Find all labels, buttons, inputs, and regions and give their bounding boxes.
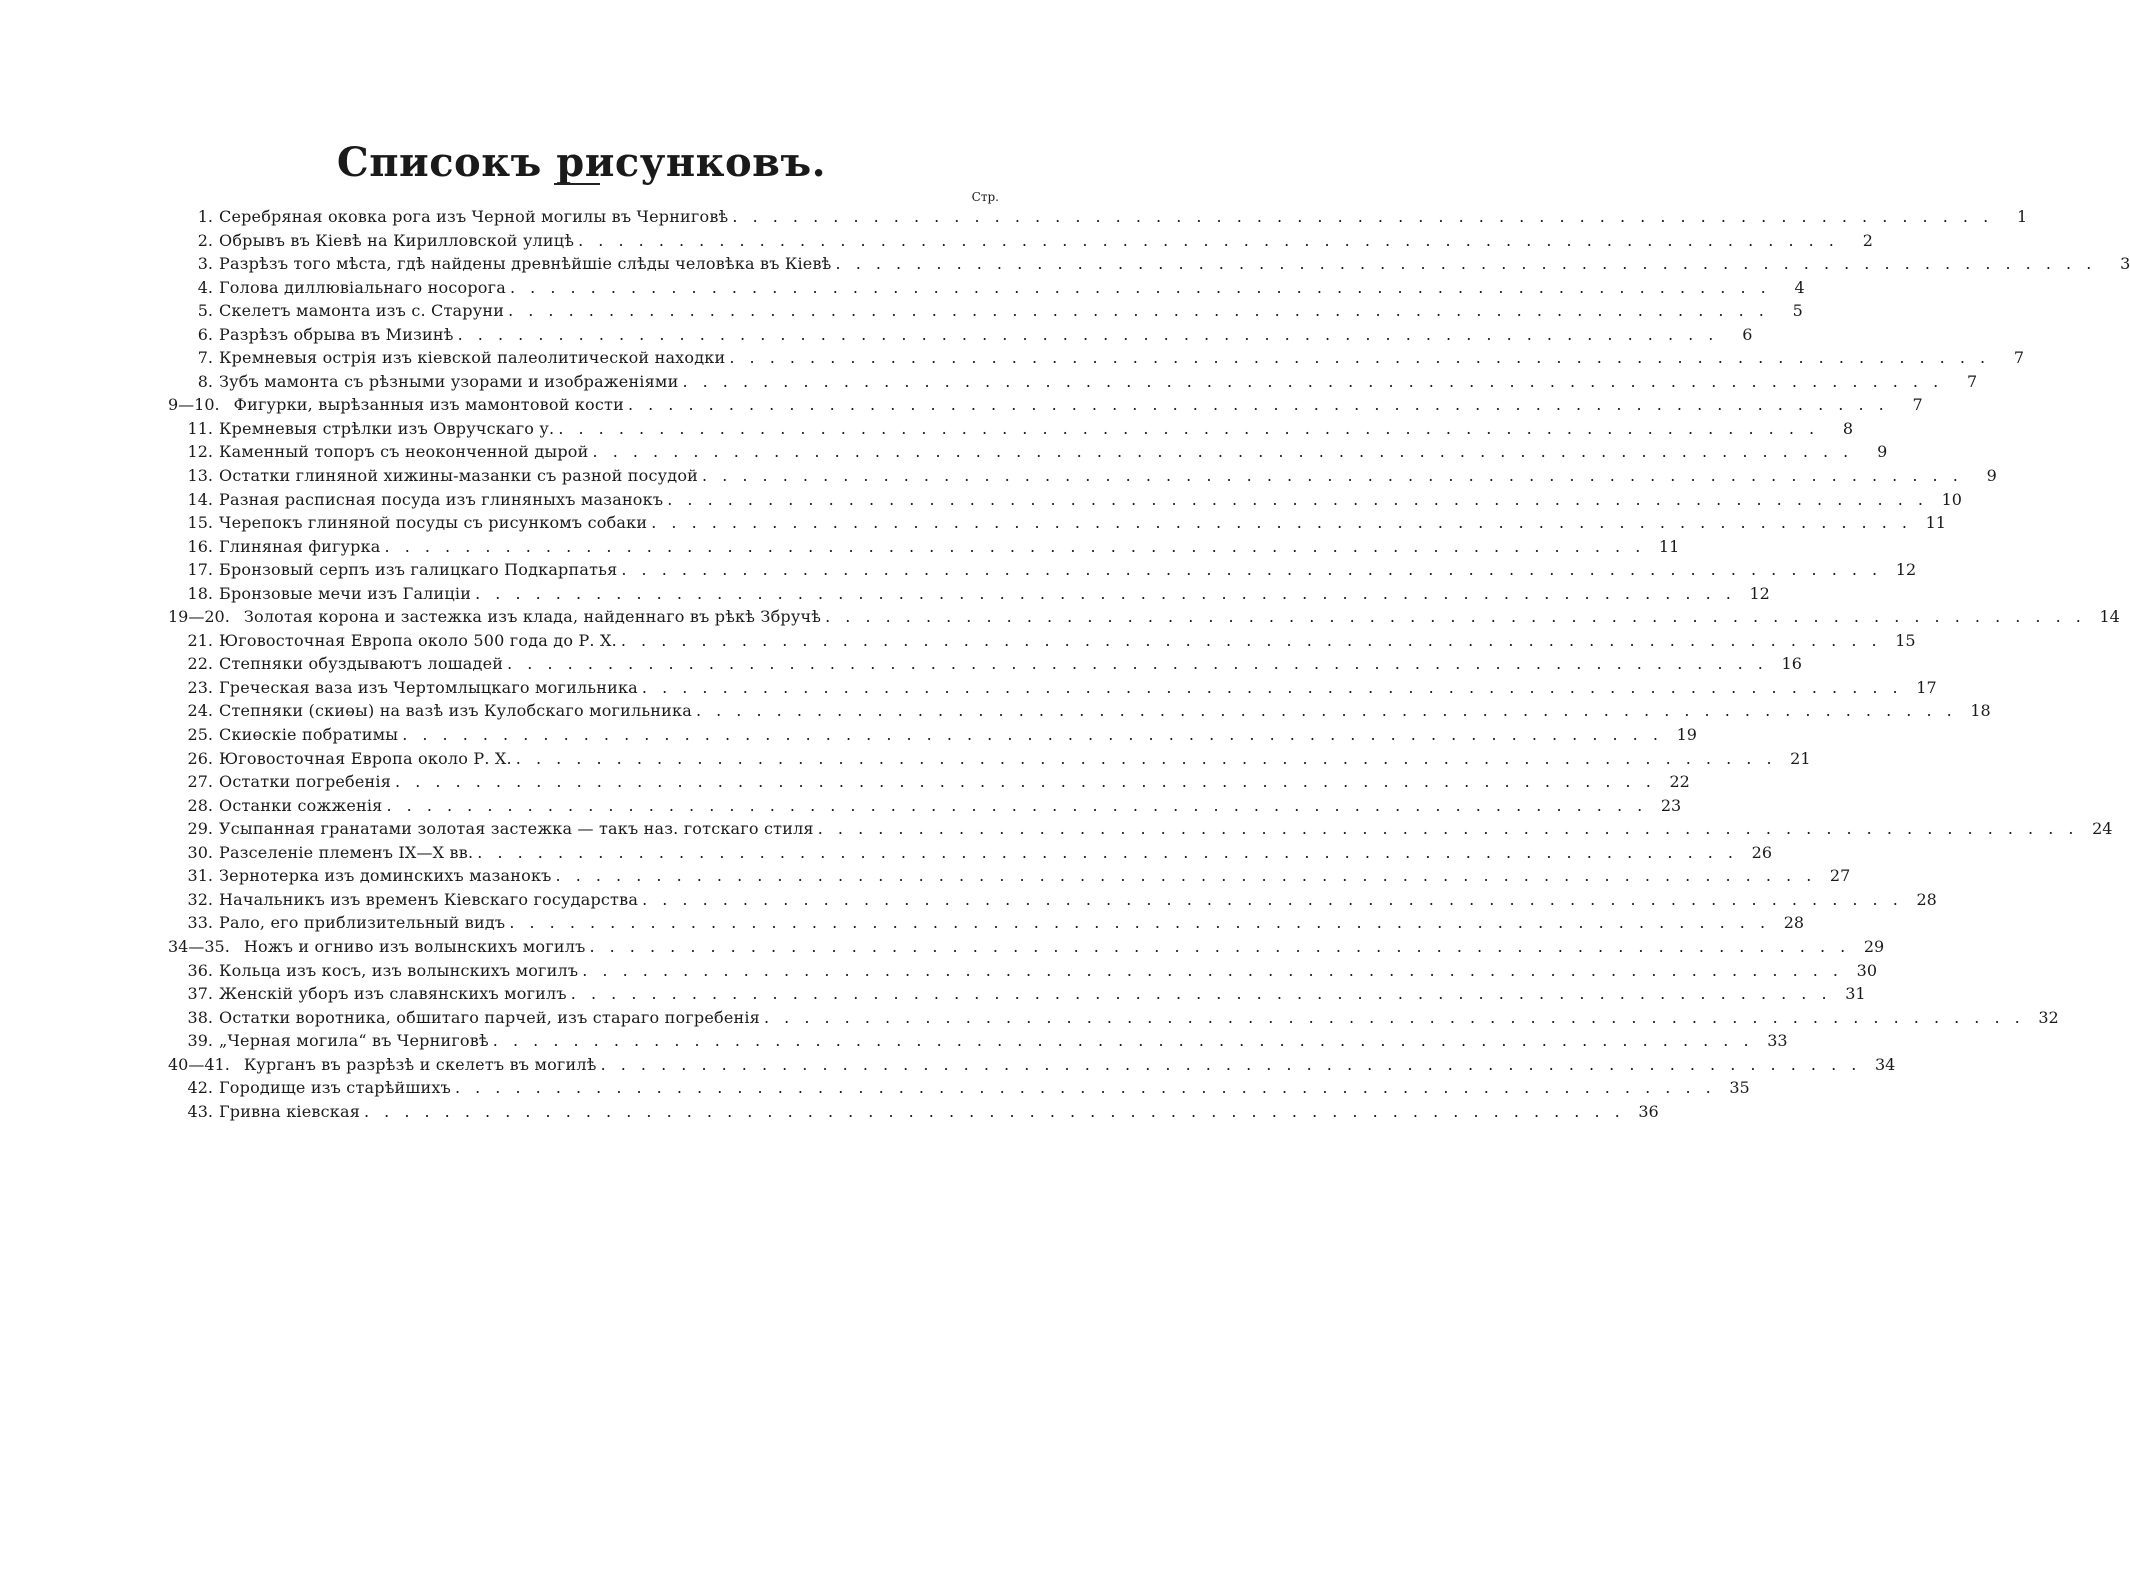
dot-leader [395, 770, 1656, 794]
figure-caption: Кремневыя острія изъ кіевской палеолитической находки [219, 348, 726, 368]
page-title: Списокъ рисунковъ. [336, 138, 827, 186]
list-item [168, 841, 1773, 865]
dot-leader [402, 723, 1663, 747]
figure-caption: Городище изъ старѣйшихъ [219, 1078, 451, 1098]
figure-caption: Греческая ваза изъ Чертомлыцкаго могильника [219, 677, 638, 697]
dot-leader [582, 959, 1843, 983]
figure-caption: Фигурки, вырѣзанныя изъ мамонтовой кости [233, 395, 624, 415]
figure-caption: Степняки (скиөы) на вазѣ изъ Кулобскаго могильника [219, 701, 692, 721]
page-number: 10 [1941, 489, 1962, 509]
list-item [168, 276, 1805, 300]
figure-list [168, 205, 2130, 1123]
figure-caption: Степняки обуздываютъ лошадей [219, 654, 504, 674]
figure-number: 21. [187, 630, 213, 650]
page-number: 35 [1729, 1078, 1750, 1098]
figure-caption: Зернотерка изъ доминскихъ мазанокъ [219, 866, 552, 886]
dot-leader [651, 511, 1912, 535]
dot-leader [364, 1100, 1625, 1124]
page-number: 7 [1912, 395, 1923, 415]
page-number: 36 [1638, 1101, 1659, 1121]
page-number: 7 [1967, 371, 1978, 391]
list-item [168, 723, 1697, 747]
list-item [168, 252, 2130, 276]
dot-leader [510, 276, 1771, 300]
figure-caption: Кольца изъ косъ, изъ волынскихъ могилъ [219, 960, 579, 980]
list-item [168, 605, 2120, 629]
list-item [168, 935, 1885, 959]
page-number: 24 [2092, 819, 2113, 839]
figure-number: 15. [187, 513, 213, 533]
dot-leader [601, 1053, 1862, 1077]
page-number: 18 [1970, 701, 1991, 721]
list-item [168, 558, 1917, 582]
figure-number: 23. [187, 677, 213, 697]
dot-leader [493, 1029, 1754, 1053]
figure-number: 30. [187, 842, 213, 862]
list-item [168, 229, 1873, 253]
page-number: 6 [1742, 324, 1753, 344]
figure-number: 32. [187, 889, 213, 909]
list-item [168, 747, 1811, 771]
figure-caption: Курганъ въ разрѣзѣ и скелетъ въ могилѣ [243, 1054, 597, 1074]
dot-leader [818, 817, 2079, 841]
page-number: 5 [1792, 301, 1803, 321]
figure-caption: Обрывъ въ Кіевѣ на Кирилловской улицѣ [219, 230, 575, 250]
figure-number: 14. [187, 489, 213, 509]
list-item [168, 959, 1877, 983]
page-number: 2 [1862, 230, 1873, 250]
figure-number: 16. [187, 536, 213, 556]
list-item [168, 911, 1805, 935]
dot-leader [508, 299, 1769, 323]
list-item [168, 417, 1854, 441]
figure-number: 1. [197, 207, 213, 226]
list-item [168, 1100, 1659, 1124]
figure-number: 17. [187, 560, 213, 580]
dot-leader [458, 323, 1719, 347]
figure-number: 29. [187, 819, 213, 839]
dot-leader [667, 488, 1928, 512]
dot-leader [621, 558, 1882, 582]
figure-caption: Глиняная фигурка [219, 536, 381, 556]
figure-number: 7. [197, 348, 213, 368]
page-number: 23 [1660, 795, 1682, 815]
figure-number: 36. [187, 960, 213, 980]
dot-leader [628, 393, 1889, 417]
figure-caption: Бронзовые мечи изъ Галиціи [219, 583, 472, 603]
list-item [168, 817, 2113, 841]
figure-caption: Серебряная оковка рога изъ Черной могилы въ Черниговѣ [219, 207, 729, 226]
dot-leader [682, 370, 1943, 394]
list-item [168, 488, 1962, 512]
figure-number: 40—41. [168, 1054, 230, 1074]
figure-caption: Рало, его приблизительный видъ [219, 913, 506, 933]
list-item [168, 299, 1803, 323]
figure-number: 12. [187, 442, 213, 462]
list-item [168, 1006, 2059, 1030]
page-number: 11 [1658, 536, 1680, 556]
dot-leader [642, 676, 1903, 700]
figure-caption: Скелетъ мамонта изъ с. Старуни [219, 301, 505, 321]
figure-number: 2. [197, 230, 213, 250]
page-number: 14 [2099, 607, 2120, 627]
figure-number: 22. [187, 654, 213, 674]
dot-leader [764, 1006, 2025, 1030]
dot-leader [825, 605, 2086, 629]
figure-number: 24. [187, 701, 213, 721]
figure-caption: Зубъ мамонта съ рѣзными узорами и изображеніями [219, 371, 679, 391]
figure-caption: Скиөскіе побратимы [219, 725, 399, 745]
dot-leader [836, 252, 2097, 276]
dot-leader [556, 864, 1817, 888]
figure-caption: Усыпанная гранатами золотая застежка — такъ наз. готскаго стиля [219, 819, 814, 839]
list-item [168, 511, 1946, 535]
figure-caption: Юговосточная Европа около Р. Х. [219, 748, 512, 768]
page-number: 27 [1829, 866, 1851, 886]
page-number: 12 [1749, 583, 1770, 603]
page-number: 33 [1767, 1031, 1788, 1051]
figure-caption: „Черная могила“ въ Черниговѣ [219, 1031, 489, 1051]
figure-number: 33. [187, 913, 213, 933]
figure-caption: Гривна кіевская [219, 1101, 360, 1121]
dot-leader [578, 229, 1839, 253]
list-item [168, 629, 1916, 653]
page-number: 11 [1925, 513, 1946, 533]
dot-leader [386, 794, 1647, 818]
list-item [168, 770, 1690, 794]
dot-leader [455, 1076, 1716, 1100]
figure-number: 4. [197, 277, 213, 297]
figure-caption: Каменный топоръ съ неоконченной дырой [219, 442, 589, 462]
figure-caption: Бронзовый серпъ изъ галицкаго Подкарпатья [219, 560, 618, 580]
figure-caption: Остатки глиняной хижины-мазанки съ разной посудой [219, 466, 699, 486]
list-item [168, 464, 1997, 488]
list-item [168, 346, 2025, 370]
list-item [168, 1053, 1896, 1077]
figure-caption: Разрѣзъ обрыва въ Мизинѣ [219, 324, 454, 344]
list-item [168, 794, 1682, 818]
figure-number: 6. [197, 324, 213, 344]
page-number: 31 [1845, 984, 1866, 1004]
figure-number: 34—35. [168, 936, 230, 956]
figure-caption: Разрѣзъ того мѣста, гдѣ найдены древнѣйшіе слѣды человѣка въ Кіевѣ [219, 254, 832, 274]
page-number: 30 [1856, 960, 1877, 980]
figure-number: 11. [187, 418, 213, 438]
figure-caption: Голова диллювіальнаго носорога [219, 277, 506, 297]
page-number: 16 [1781, 654, 1802, 674]
figure-caption: Разная расписная посуда изъ глиняныхъ мазанокъ [219, 489, 664, 509]
list-item [168, 1029, 1788, 1053]
page-column-header: Стр. [971, 190, 999, 204]
figure-caption: Останки сожженія [219, 795, 383, 815]
page-number: 22 [1669, 772, 1690, 792]
list-item [168, 370, 1978, 394]
page-number: 21 [1790, 748, 1811, 768]
page-number: 3 [2120, 254, 2130, 274]
list-item [168, 699, 1991, 723]
figure-number: 5. [197, 301, 213, 321]
page-number: 4 [1794, 277, 1805, 297]
figure-caption: Женскій уборъ изъ славянскихъ могилъ [219, 984, 567, 1004]
figure-number: 37. [187, 984, 213, 1004]
dot-leader [558, 417, 1819, 441]
dot-leader [696, 699, 1957, 723]
list-item [168, 205, 2028, 229]
dot-leader [475, 582, 1736, 606]
dot-leader [589, 935, 1850, 959]
dot-leader [507, 652, 1768, 676]
dot-leader [477, 841, 1738, 865]
figure-number: 3. [197, 254, 213, 274]
page-number: 32 [2038, 1007, 2059, 1027]
list-item [168, 323, 1753, 347]
figure-caption: Остатки воротника, обшитаго парчей, изъ стараго погребенія [219, 1007, 760, 1027]
figure-caption: Черепокъ глиняной посуды съ рисункомъ собаки [219, 513, 648, 533]
page-number: 9 [1986, 466, 1997, 486]
list-item [168, 1076, 1750, 1100]
figure-caption: Золотая корона и застежка изъ клада, найденнаго въ рѣкѣ Збручѣ [243, 607, 822, 627]
figure-number: 38. [187, 1007, 213, 1027]
figure-number: 19—20. [168, 607, 230, 627]
figure-caption: Кремневыя стрѣлки изъ Овручскаго у. [219, 418, 555, 438]
page-number: 34 [1874, 1054, 1896, 1074]
page-number: 12 [1895, 560, 1917, 580]
dot-leader [702, 464, 1963, 488]
figure-number: 28. [187, 795, 213, 815]
title-divider [554, 183, 600, 185]
dot-leader [571, 982, 1832, 1006]
figure-caption: Остатки погребенія [219, 772, 392, 792]
list-item [168, 652, 1802, 676]
figure-number: 25. [187, 725, 213, 745]
figure-number: 9—10. [168, 395, 220, 415]
page-number: 29 [1863, 936, 1885, 956]
list-item [168, 582, 1770, 606]
figure-number: 42. [187, 1078, 213, 1098]
list-item [168, 982, 1866, 1006]
page-number: 17 [1916, 677, 1937, 697]
dot-leader [621, 629, 1882, 653]
page-number: 15 [1895, 630, 1916, 650]
page-number: 28 [1783, 913, 1805, 933]
figure-number: 27. [187, 772, 213, 792]
page-number: 9 [1877, 442, 1888, 462]
dot-leader [732, 205, 1993, 229]
figure-caption: Начальникъ изъ временъ Кіевскаго государства [219, 889, 639, 909]
dot-leader [516, 747, 1777, 771]
figure-number: 8. [197, 371, 213, 391]
figure-number: 43. [187, 1101, 213, 1121]
dot-leader [385, 535, 1646, 559]
figure-caption: Ножъ и огниво изъ волынскихъ могилъ [243, 936, 586, 956]
list-item [168, 535, 1680, 559]
figure-caption: Юговосточная Европа около 500 года до Р. Х. [219, 630, 617, 650]
list-item [168, 888, 1937, 912]
list-item [168, 440, 1888, 464]
figure-number: 26. [187, 748, 213, 768]
page-number: 19 [1676, 725, 1697, 745]
dot-leader [729, 346, 1990, 370]
dot-leader [642, 888, 1903, 912]
figure-number: 39. [187, 1031, 213, 1051]
figure-caption: Разселеніе племенъ IX—X вв. [219, 842, 474, 862]
list-item [168, 393, 1923, 417]
page-number: 26 [1751, 842, 1773, 862]
list-item [168, 676, 1937, 700]
figure-number: 18. [187, 583, 213, 603]
list-item [168, 864, 1851, 888]
page-number: 1 [2016, 207, 2028, 226]
figure-number: 13. [187, 466, 213, 486]
dot-leader [509, 911, 1770, 935]
page-number: 28 [1916, 889, 1937, 909]
page-number: 8 [1842, 418, 1854, 438]
figure-number: 31. [187, 866, 213, 886]
dot-leader [593, 440, 1854, 464]
page-number: 7 [2013, 348, 2025, 368]
